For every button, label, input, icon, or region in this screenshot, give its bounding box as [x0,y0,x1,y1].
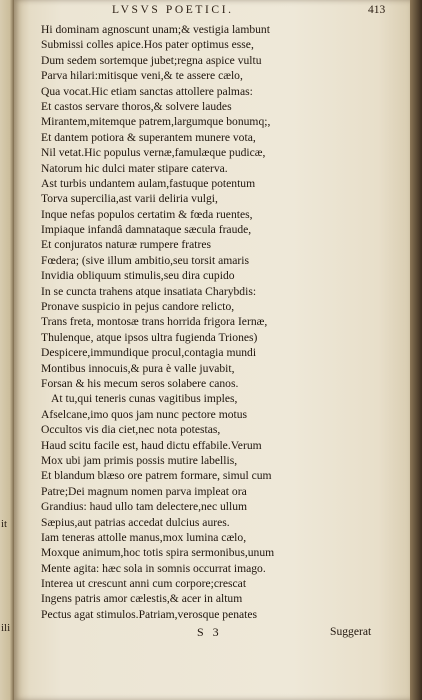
verse-line: Et blandum blæso ore patrem formare, simul cum [41,469,272,483]
running-title: LVSVS POETICI. [112,4,234,16]
verse-line: Et dantem potiora & superantem munere vota, [41,130,256,144]
verse-text [41,22,401,622]
verse-line: Pectus agat stimulos.Patriam,verosque penates [41,607,258,621]
verse-line: Iam teneras attolle manus,mox lumina cælo, [41,530,247,544]
verse-line: Dum sedem sortemque jubet;regna aspice vultu [41,53,262,67]
book-edge [410,0,422,700]
verse-line: Despicere,immundique procul,contagia mundi [41,346,257,360]
verse-line: Mente agita: hæc sola in somnis occurrat imago. [41,561,266,575]
verse-line: Qua vocat.Hic etiam sanctas attollere palmas: [41,84,253,98]
signature-mark: S 3 [197,625,222,639]
verse-line: Patre;Dei magnum nomen parva impleat ora [41,484,247,498]
verse-line: Occultos vis dia ciet,nec nota potestas, [41,423,221,437]
verse-line: Mox ubi jam primis possis mutire labellis, [41,453,238,467]
verse-line: Montibus innocuis,& pura è valle juvabit, [41,361,235,375]
verse-line: Invidia obliquum stimulis,seu dira cupido [41,269,235,283]
verse-line: Moxque animum,hoc totis spira sermonibus,unum [41,546,275,560]
verse-line: At tu,qui teneris cunas vagitibus imples, [51,392,238,406]
verse-line: In se cuncta trahens atque insatiata Charybdis: [41,284,257,298]
verse-line: Pronave suspicio in pejus candore relicto, [41,300,235,314]
verse-line: Trans freta, montosæ trans horrida frigora Iernæ, [41,315,268,329]
book-page [14,0,410,700]
verse-line: Parva hilari:mitisque veni,& te assere cælo, [41,69,243,83]
margin-mark: ili [1,622,11,634]
verse-line: Fœdera; (sive illum ambitio,seu torsit amaris [41,253,250,267]
page-footer [14,625,410,641]
previous-page-edge [0,0,14,700]
verse-line: Interea ut crescunt anni cum corpore;crescat [41,577,247,591]
page-number: 413 [368,4,386,16]
margin-mark: it [1,518,8,530]
verse-line: Afselcane,imo quos jam nunc pectore motus [41,407,248,421]
verse-line: Natorum hic dulci mater stipare caterva. [41,161,228,175]
verse-line: Inque nefas populos certatim & fœda ruentes, [41,207,253,221]
verse-line: Et conjuratos naturæ rumpere fratres [41,238,211,252]
verse-line: Ingens patris amor cælestis,& acer in altum [41,592,243,606]
verse-line: Et castos servare thoros,& solvere laudes [41,99,232,113]
verse-line: Ast turbis undantem aulam,fastuque potentum [41,176,256,190]
verse-line: Forsan & his mecum seros solabere canos. [41,376,239,390]
verse-line: Hi dominam agnoscunt unam;& vestigia lambunt [41,23,270,36]
verse-line: Torva supercilia,ast varii deliria vulgi, [41,192,218,206]
verse-line: Impiaque infandâ damnataque sæcula fraude, [41,223,252,237]
verse-line: Mirantem,mitemque patrem,largumque bonumq;, [41,115,271,129]
verse-line: Sæpius,aut patrias accedat dulcius aures. [41,515,230,529]
verse-line: Grandius: haud ullo tam delectere,nec ullum [41,500,248,514]
running-head [14,4,410,20]
verse-line: Nil vetat.Hic populus vernæ,famulæque pudicæ, [41,146,266,160]
catchword: Suggerat [330,625,372,638]
verse-line: Haud scitu facile est, haud dictu effabile.Verum [41,438,262,452]
verse-line: Thulenque, atque ipsos ultra fugienda Triones) [41,330,258,344]
verse-line: Submissi colles apice.Hos pater optimus esse, [41,38,254,52]
